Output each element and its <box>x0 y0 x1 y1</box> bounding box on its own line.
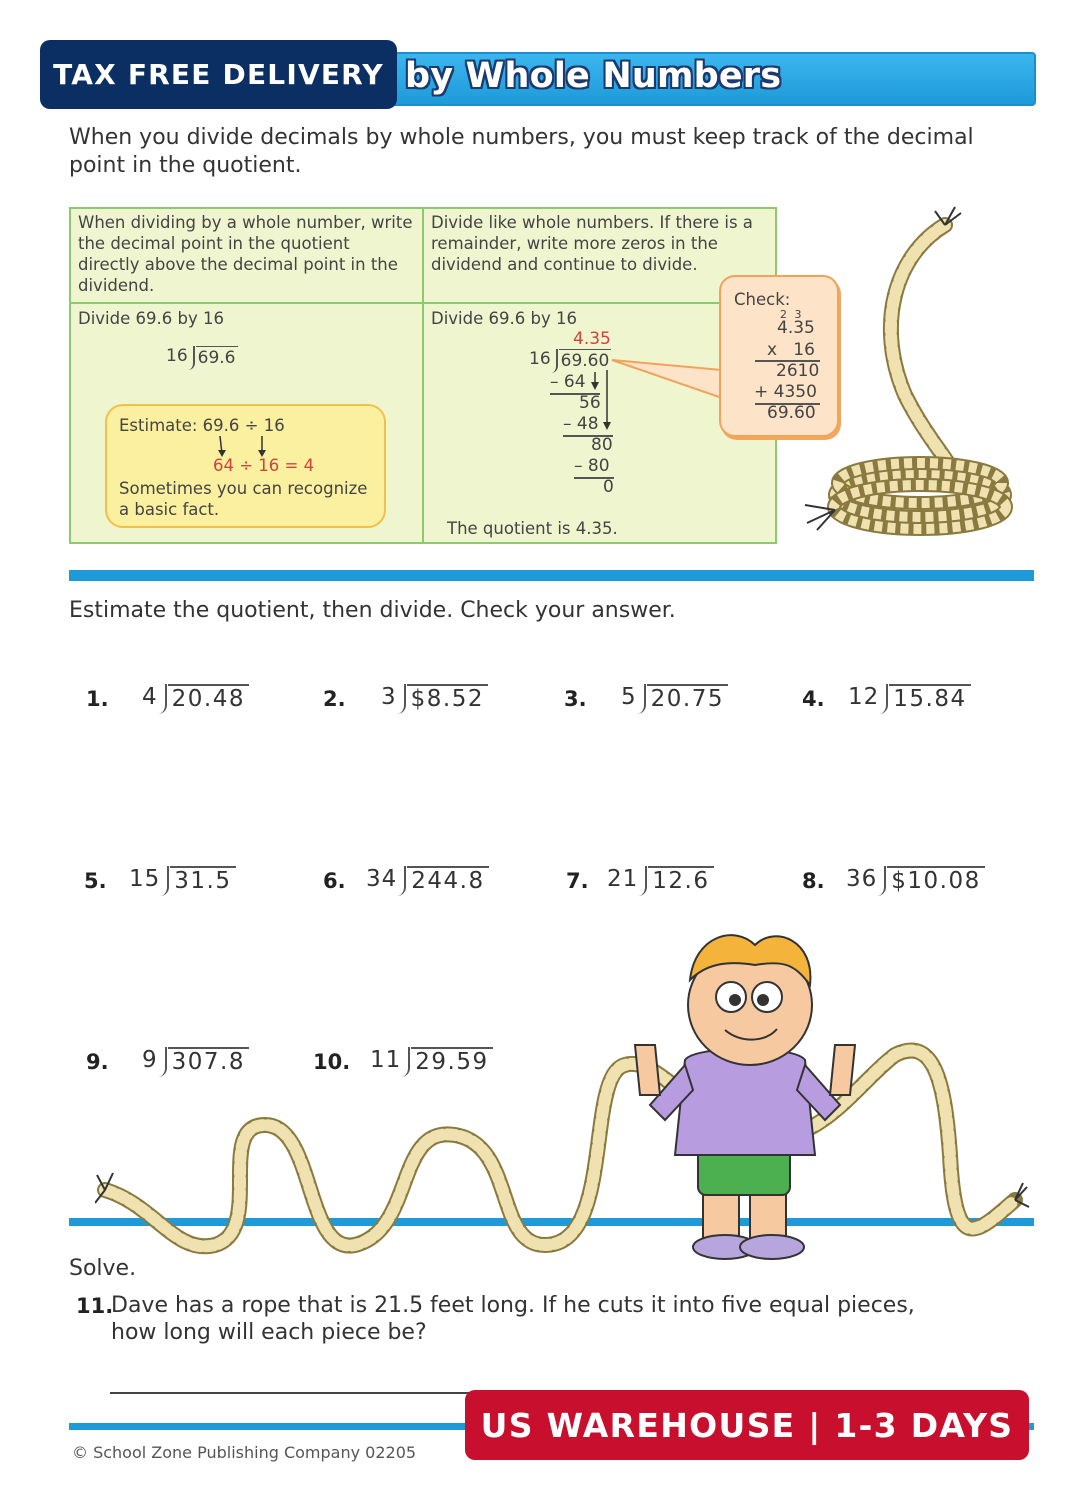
division-problem <box>607 866 714 896</box>
tax-free-badge: TAX FREE DELIVERY <box>40 40 397 109</box>
problem-divisor: 12 <box>848 684 880 710</box>
coiled-rope-illustration <box>795 205 1025 545</box>
division-problem <box>846 866 985 896</box>
check-factor2: x 16 <box>767 340 815 360</box>
problem-dividend: 244.8 <box>407 866 488 894</box>
problem-dividend: 29.59 <box>411 1047 492 1075</box>
problem-dividend: $8.52 <box>407 684 488 712</box>
problem-dividend: 31.5 <box>170 866 235 894</box>
quotient-result: The quotient is 4.35. <box>447 519 618 538</box>
estimate-fact: 64 ÷ 16 = 4 <box>213 456 315 475</box>
problem-divisor: 21 <box>607 866 639 892</box>
problem-dividend: 12.6 <box>648 866 713 894</box>
problem-dividend: $10.08 <box>887 866 984 894</box>
step-subtract-80: – 80 <box>574 456 610 476</box>
problem-number: 4. <box>802 687 825 711</box>
us-warehouse-badge: US WAREHOUSE | 1-3 DAYS <box>465 1390 1029 1460</box>
problem-number: 5. <box>84 869 107 893</box>
step-80: 80 <box>591 435 613 455</box>
quotient: 4.35 <box>573 329 611 349</box>
solve-label: Solve. <box>69 1256 137 1281</box>
problem-number: 9. <box>86 1050 109 1074</box>
problem-divisor: 4 <box>142 684 158 710</box>
division-problem <box>848 684 971 714</box>
section-rule <box>69 570 1034 581</box>
division-problem <box>129 866 236 896</box>
problem-number: 1. <box>86 687 109 711</box>
step-subtract-64: – 64 <box>550 372 586 392</box>
check-carries: 2 3 <box>780 308 804 321</box>
check-label: Check: <box>734 290 791 309</box>
left-rule-text: When dividing by a whole number, write the decimal point in the quotient directly above the decimal point in the dividend. <box>78 213 413 295</box>
problem-number: 7. <box>566 869 589 893</box>
estimate-note: Sometimes you can recognize a basic fact. <box>119 479 368 519</box>
division-bracket <box>638 866 647 896</box>
step-0: 0 <box>603 477 614 497</box>
division-bracket <box>637 684 646 714</box>
long-division-dividend: 69.60 <box>560 351 610 371</box>
division-bracket <box>879 684 888 714</box>
problem-divisor: 5 <box>621 684 637 710</box>
division-bracket <box>397 684 406 714</box>
problem-number: 2. <box>323 687 346 711</box>
problem-number: 3. <box>564 687 587 711</box>
division-problem <box>621 684 728 714</box>
problem-number: 10. <box>313 1050 351 1074</box>
estimate-label: Estimate: 69.6 ÷ 16 <box>119 416 285 435</box>
problem-number: 11. <box>76 1294 114 1318</box>
problem-number: 8. <box>802 869 825 893</box>
problem-divisor: 11 <box>370 1047 402 1073</box>
check-partial1: 2610 <box>776 361 820 381</box>
left-division-problem <box>166 346 238 370</box>
division-problem <box>366 866 489 896</box>
copyright-footer: © School Zone Publishing Company 02205 <box>72 1443 417 1462</box>
long-division-divisor: 16 <box>529 349 551 369</box>
problem-dividend: 15.84 <box>889 684 970 712</box>
division-bracket <box>397 866 406 896</box>
problem-divisor: 3 <box>381 684 397 710</box>
step-56: 56 <box>579 393 601 413</box>
problem-number: 6. <box>323 869 346 893</box>
right-example-heading: Divide 69.6 by 16 <box>431 309 577 328</box>
check-product: 69.60 <box>767 403 816 423</box>
page-title: by Whole Numbers <box>405 56 782 96</box>
division-problem <box>142 684 249 714</box>
division-bracket <box>551 349 558 373</box>
problem-divisor: 9 <box>142 1047 158 1073</box>
problem-dividend: 20.75 <box>647 684 728 712</box>
check-partial2: + 4350 <box>754 382 817 402</box>
division-bracket <box>160 866 169 896</box>
answer-line <box>110 1392 490 1394</box>
division-bracket <box>158 684 167 714</box>
division-problem <box>381 684 488 714</box>
division-bracket <box>877 866 886 896</box>
division-bracket <box>188 346 195 370</box>
left-dividend: 69.6 <box>197 348 236 368</box>
example-divider-vertical <box>422 207 424 544</box>
problem-divisor: 15 <box>129 866 161 892</box>
problem-divisor: 34 <box>366 866 398 892</box>
intro-text: When you divide decimals by whole numbers, you must keep track of the decimal point in the quotient. <box>69 125 974 178</box>
word-problem-text: Dave has a rope that is 21.5 feet long. If he cuts it into five equal pieces, how long will each piece be? <box>111 1293 915 1345</box>
example-divider-horizontal <box>69 302 777 304</box>
check-factor1: 4.35 <box>777 318 815 338</box>
left-divisor: 16 <box>166 346 188 366</box>
boy-with-rope-illustration <box>95 925 1035 1280</box>
check-pointer <box>610 350 730 410</box>
directions-text: Estimate the quotient, then divide. Check your answer. <box>69 598 676 623</box>
step-subtract-48: – 48 <box>563 414 599 434</box>
right-rule-text: Divide like whole numbers. If there is a remainder, write more zeros in the dividend and continue to divide. <box>431 213 753 274</box>
problem-dividend: 307.8 <box>168 1047 249 1075</box>
problem-divisor: 36 <box>846 866 878 892</box>
left-example-heading: Divide 69.6 by 16 <box>78 309 224 328</box>
problem-dividend: 20.48 <box>168 684 249 712</box>
